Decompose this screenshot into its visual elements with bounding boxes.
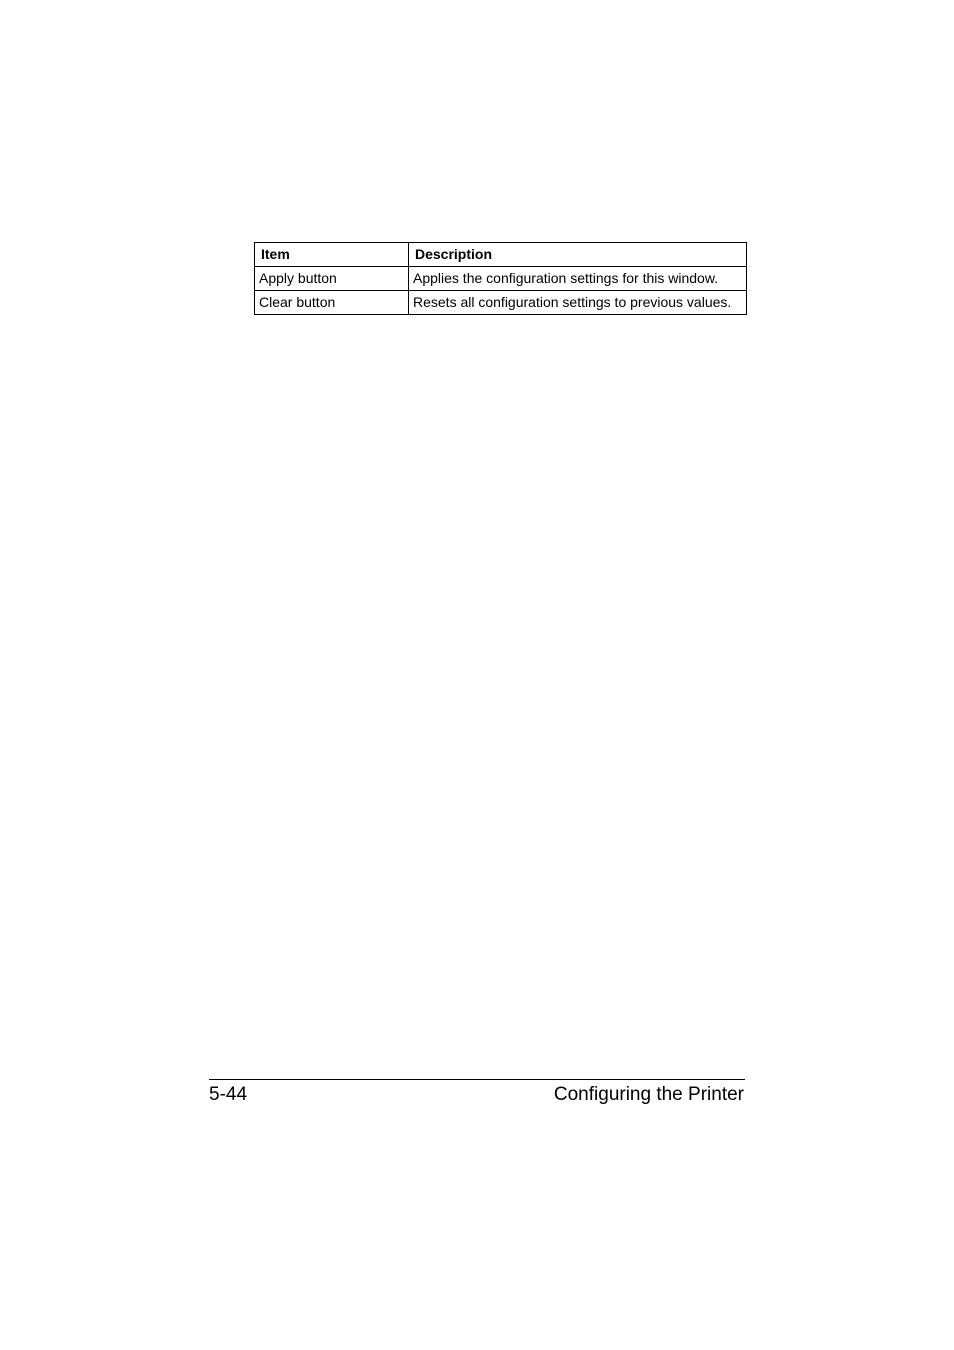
row-apply-item: Apply button xyxy=(255,267,409,291)
row-clear-description: Resets all configuration settings to previous values. xyxy=(409,291,747,315)
table-header-row xyxy=(255,243,747,267)
header-item: Item xyxy=(255,243,409,267)
row-apply-description: Applies the configuration settings for this window. xyxy=(409,267,747,291)
header-description: Description xyxy=(409,243,747,267)
row-clear-item: Clear button xyxy=(255,291,409,315)
item-description-table xyxy=(254,242,747,315)
footer-section-title: Configuring the Printer xyxy=(553,1084,744,1105)
footer-divider xyxy=(209,1079,745,1080)
page-number: 5-44 xyxy=(209,1084,248,1105)
table-row xyxy=(255,267,747,291)
table-row xyxy=(255,291,747,315)
